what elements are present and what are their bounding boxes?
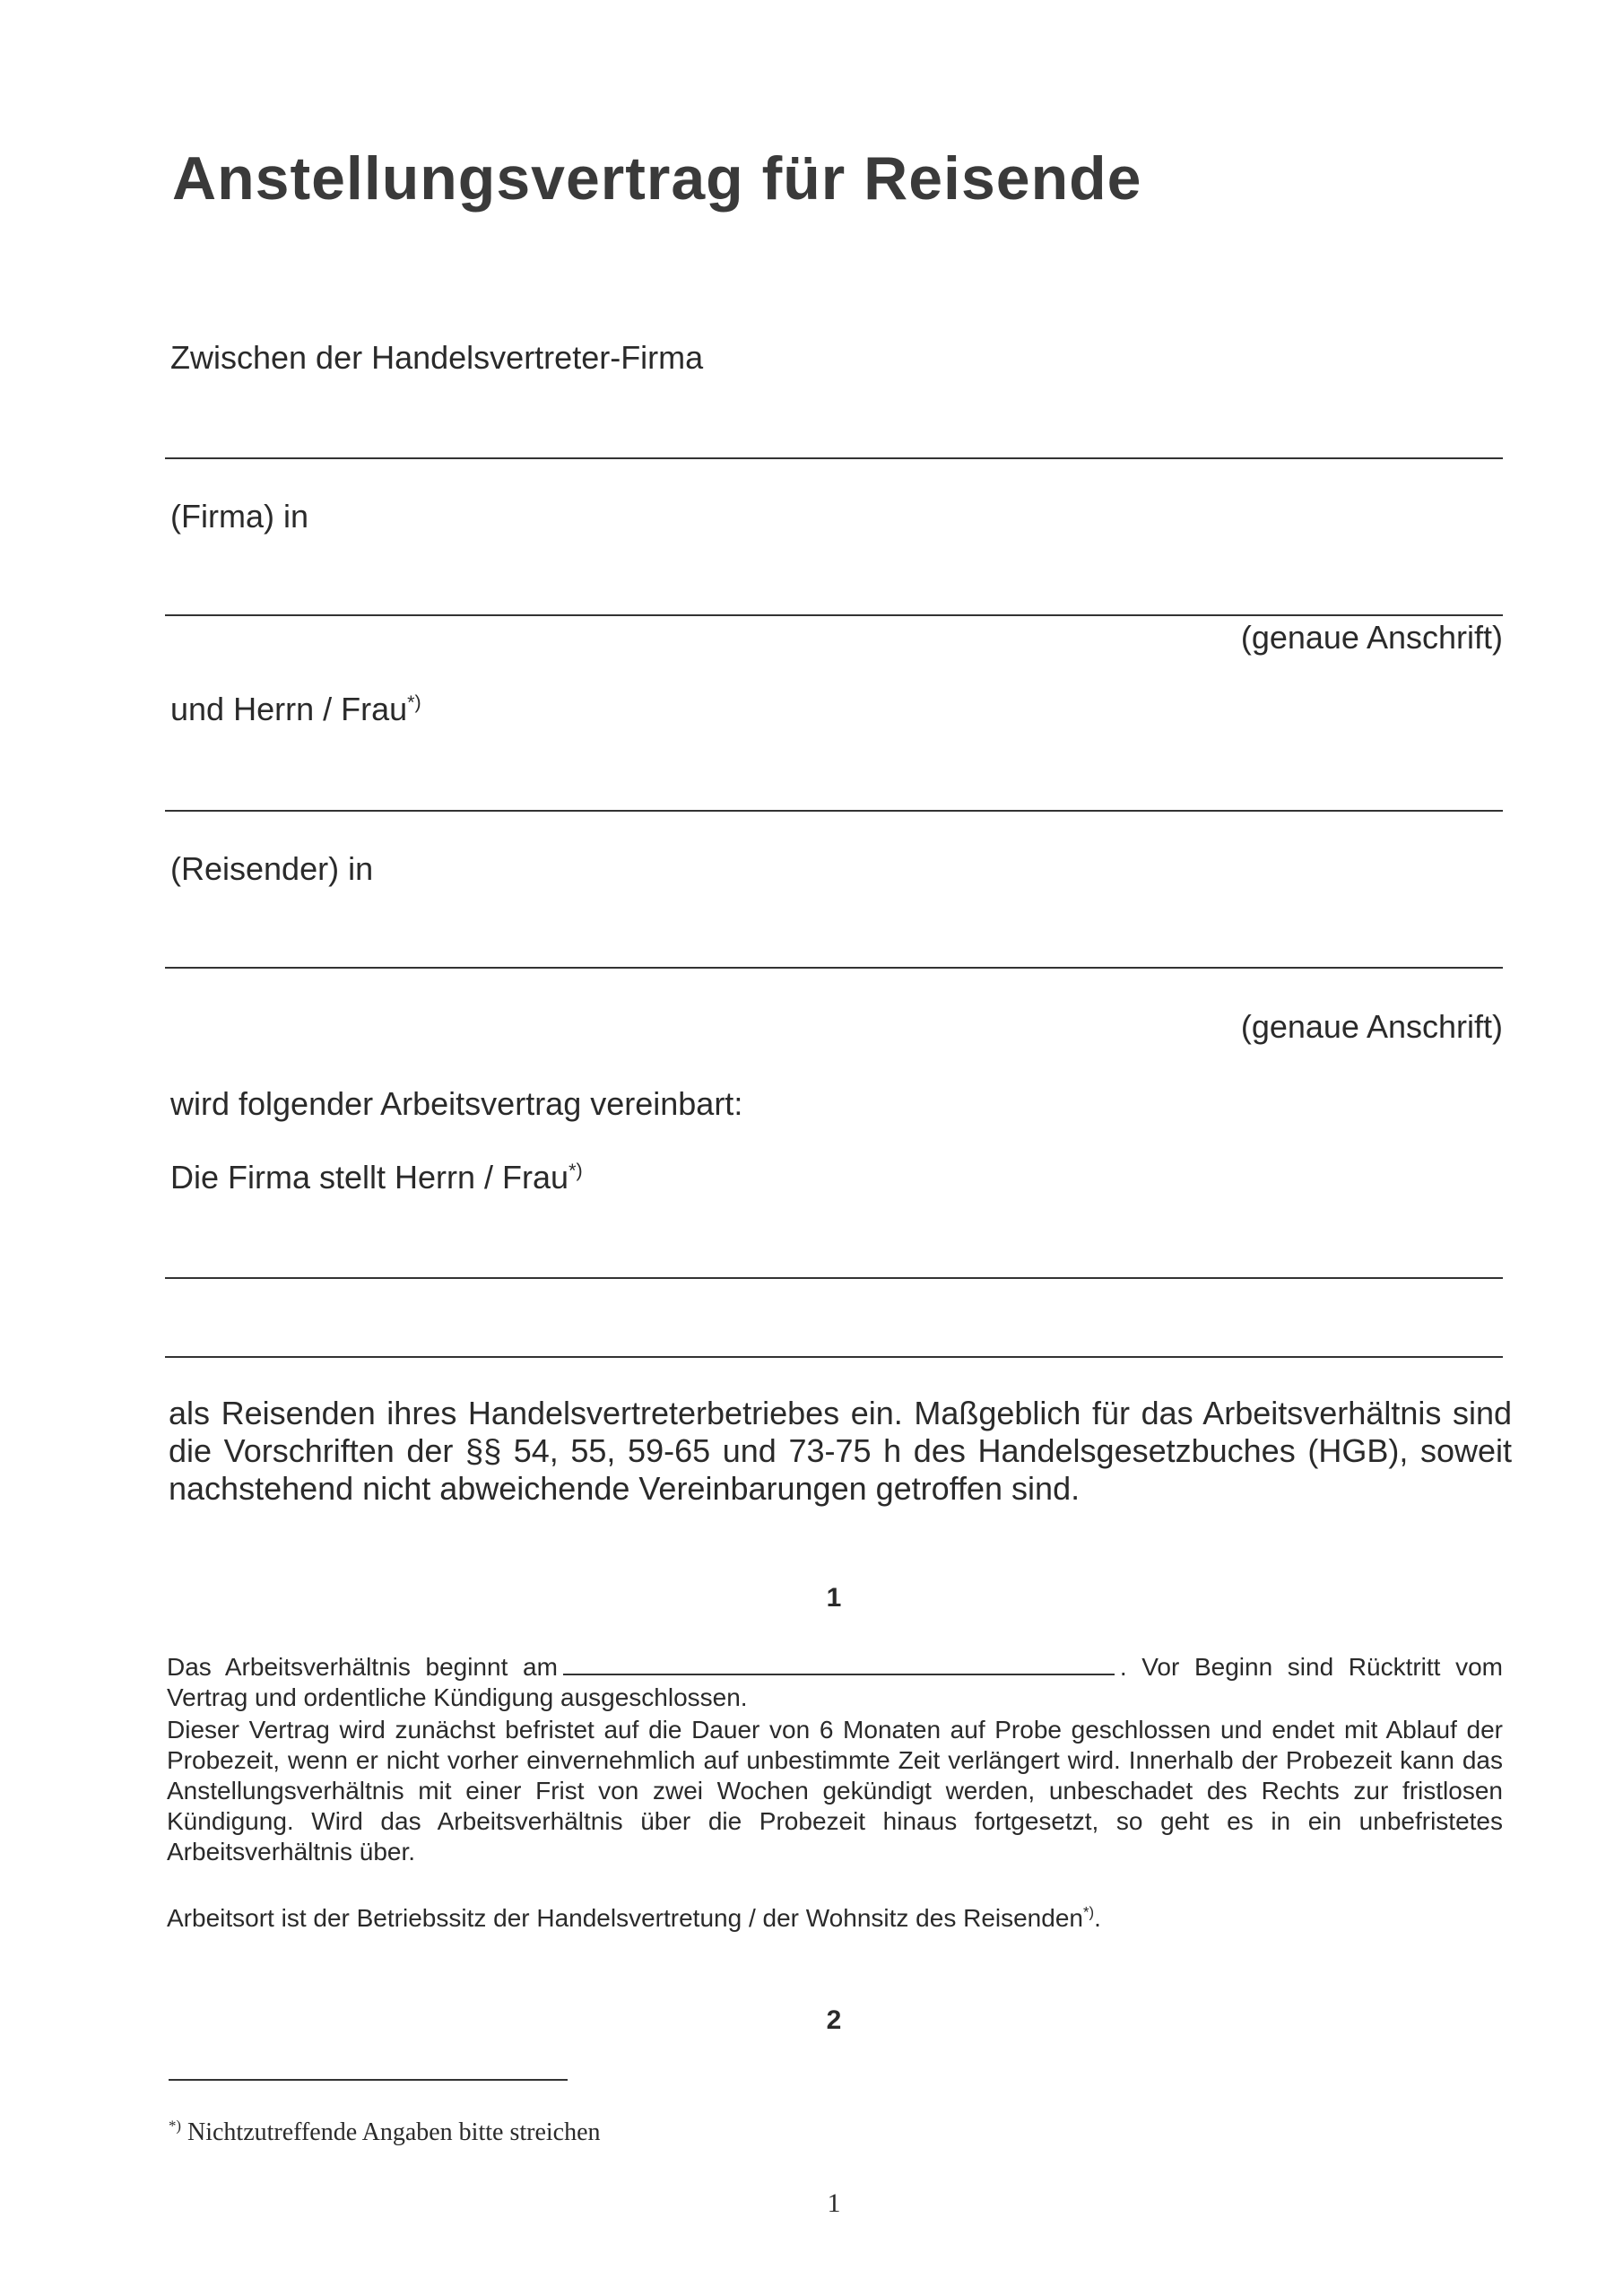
traveler-in-label: (Reisender) in: [170, 850, 374, 887]
asterisk-mark: *): [568, 1159, 583, 1181]
section-1-probation-paragraph: Dieser Vertrag wird zunächst befristet auf die Dauer von 6 Monaten auf Probe geschlossen und endet mit Ablauf der Probezeit, wenn er nicht vorher einvernehmlich auf unbestimmte Zeit verlängert wird. Innerhalb der Probezeit kann das Anstellungsverhältnis mit einer Frist von zwei Wochen gekündigt werden, unbeschadet des Rechts zur fristlosen Kündigung. Wird das Arbeitsverhältnis über die Probezeit hinaus fortgesetzt, so geht es in ein unbefristetes Arbeitsverhältnis über.: [167, 1716, 1503, 1866]
firm-name-field[interactable]: [165, 457, 1503, 459]
section-2-number: 2: [826, 2005, 842, 2035]
workplace-end: .: [1094, 1904, 1101, 1932]
footnote-divider: [169, 2079, 568, 2081]
employs-label: [170, 1159, 583, 1196]
asterisk-mark: *): [1082, 1903, 1095, 1921]
person-name-field[interactable]: [165, 810, 1503, 812]
section-1-workplace-paragraph: [167, 1903, 1503, 1934]
employs-label-text: Die Firma stellt Herrn / Frau: [170, 1159, 569, 1196]
firm-address-label: (genaue Anschrift): [1240, 619, 1503, 656]
page-number: 1: [827, 2188, 841, 2218]
start-date-field[interactable]: [563, 1650, 1115, 1675]
person-label: [170, 691, 421, 728]
person-label-text: und Herrn / Frau: [170, 691, 408, 727]
workplace-text: Arbeitsort ist der Betriebssitz der Handelsvertretung / der Wohnsitz des Reisenden: [167, 1904, 1083, 1932]
footnote: [169, 2118, 601, 2147]
section-1-number: 1: [826, 1583, 842, 1613]
footnote-text: Nichtzutreffende Angaben bitte streichen: [187, 2118, 601, 2146]
employee-extra-field[interactable]: [165, 1356, 1503, 1358]
footnote-mark: *): [169, 2117, 181, 2135]
traveler-address-label: (genaue Anschrift): [1240, 1008, 1503, 1045]
traveler-address-field[interactable]: [165, 967, 1503, 969]
firm-address-field[interactable]: [165, 614, 1503, 616]
section-1-start-paragraph: [167, 1650, 1503, 1713]
intro-paragraph: als Reisenden ihres Handelsvertreterbetriebes ein. Maßgeblich für das Arbeitsverhältnis sind die Vorschriften der §§ 54, 55, 59-65 und 73-75 h des Handelsgesetzbuches (HGB), soweit nachstehend nicht abweichende Vereinbarungen getroffen sind.: [169, 1395, 1512, 1507]
asterisk-mark: *): [407, 691, 421, 713]
start-prefix: Das Arbeitsverhältnis beginnt am: [167, 1653, 558, 1681]
firm-in-label: (Firma) in: [170, 498, 308, 535]
employee-name-field[interactable]: [165, 1277, 1503, 1279]
agreement-label: wird folgender Arbeitsvertrag vereinbart:: [170, 1085, 743, 1122]
between-firm-label: Zwischen der Handelsvertreter-Firma: [170, 339, 704, 376]
document-title: Anstellungsvertrag für Reisende: [172, 144, 1142, 213]
start-suffix: . Vor Beginn sind Rücktritt vom Vertrag und ordentliche Kündigung ausgeschlossen.: [167, 1653, 1503, 1711]
